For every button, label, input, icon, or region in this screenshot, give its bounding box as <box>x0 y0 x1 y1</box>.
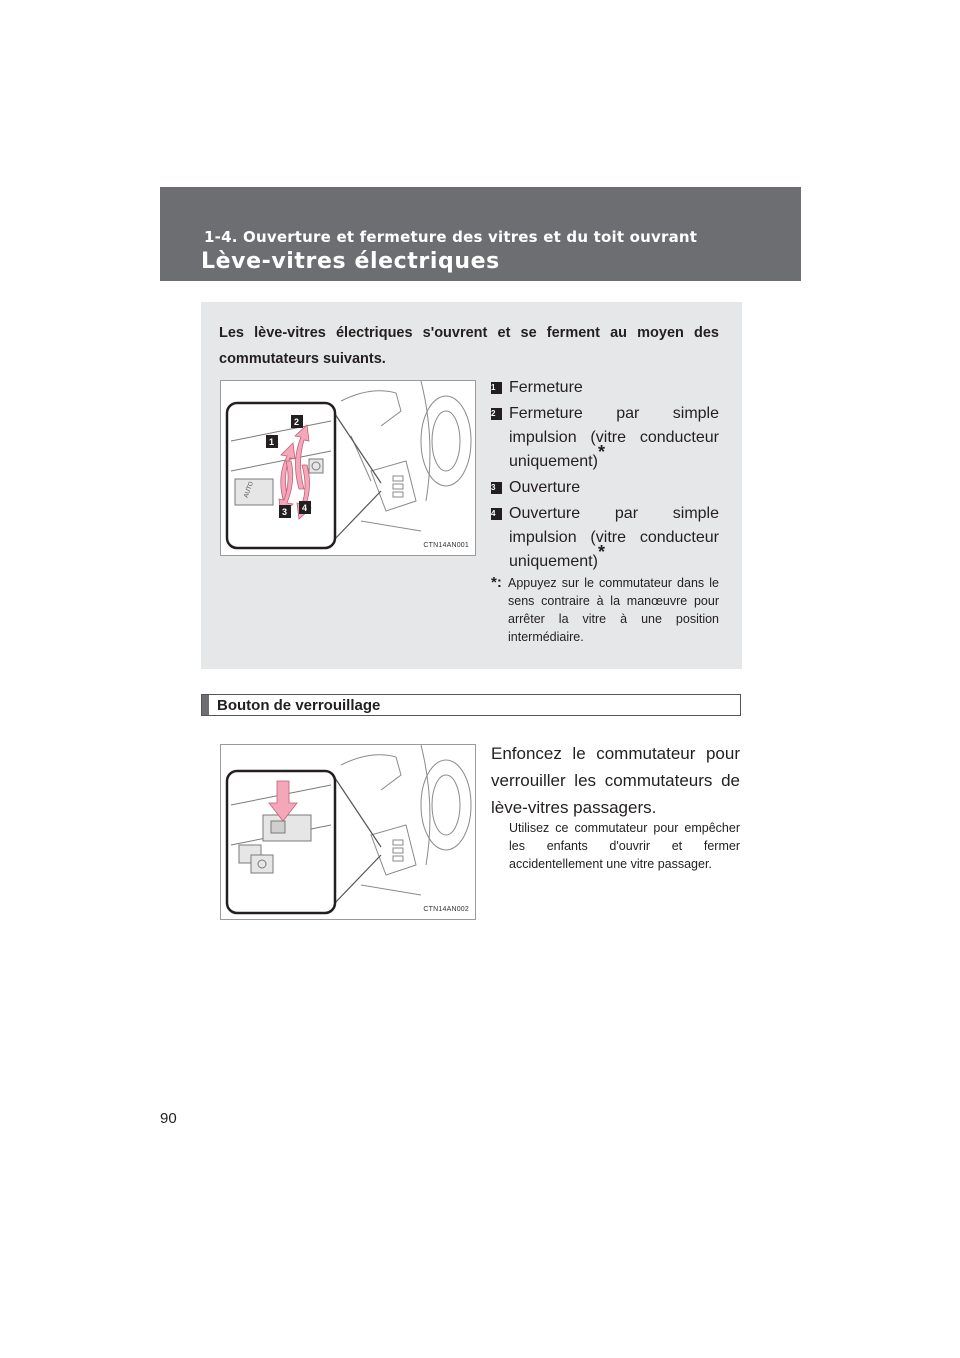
step-list <box>491 376 719 576</box>
lock-body-text: Enfoncez le commutateur pour verrouiller les commutateurs de lève-vitres passagers. <box>491 744 740 817</box>
lock-section-heading <box>201 694 741 716</box>
step-item <box>491 502 719 574</box>
page-number: 90 <box>160 1110 177 1127</box>
heading-bar <box>202 695 209 715</box>
figure-window-switch <box>220 380 476 556</box>
intro-text: Les lève-vitres électriques s'ouvrent et se ferment au moyen des commutateurs suivants. <box>219 325 719 367</box>
info-box <box>201 302 742 669</box>
section-title: 1-4. Ouverture et fermeture des vitres et du toit ouvrant <box>204 228 698 246</box>
window-switch-illustration <box>221 381 475 555</box>
page-header <box>160 187 801 281</box>
footnote <box>491 574 719 646</box>
figure-code: CTN14AN001 <box>423 542 469 549</box>
step-number: 2 <box>491 408 502 420</box>
star-marker: * <box>597 441 605 462</box>
step-text: Fermeture <box>509 379 583 396</box>
figure-lock-switch <box>220 744 476 920</box>
step-item <box>491 476 719 500</box>
svg-text:4: 4 <box>302 503 308 513</box>
svg-text:3: 3 <box>282 507 288 517</box>
step-text: Ouverture par simple impulsion (vitre conducteur uniquement) <box>509 505 719 570</box>
page-title: Lève-vitres électriques <box>201 249 500 274</box>
heading-label: Bouton de verrouillage <box>217 697 381 714</box>
star-marker: * <box>597 541 605 562</box>
lock-switch-illustration <box>221 745 475 919</box>
svg-text:2: 2 <box>294 417 300 427</box>
figure-code: CTN14AN002 <box>423 906 469 913</box>
step-number: 4 <box>491 508 502 520</box>
step-number: 3 <box>491 482 502 494</box>
step-text: Fermeture par simple impulsion (vitre conducteur uniquement) <box>509 405 719 470</box>
step-number: 1 <box>491 382 502 394</box>
svg-text:1: 1 <box>269 437 275 447</box>
auto-label: AUTO <box>242 480 256 499</box>
step-text: Ouverture <box>509 479 581 496</box>
lock-note-text: Utilisez ce commutateur pour empêcher les enfants d'ouvrir et fermer accidentellement une vitre passager. <box>509 821 740 871</box>
footnote-text: Appuyez sur le commutateur dans le sens contraire à la manœuvre pour arrêter la vitre à une position intermédiaire. <box>508 576 719 644</box>
step-item <box>491 376 719 400</box>
step-item <box>491 402 719 474</box>
footnote-mark: *: <box>491 574 502 591</box>
